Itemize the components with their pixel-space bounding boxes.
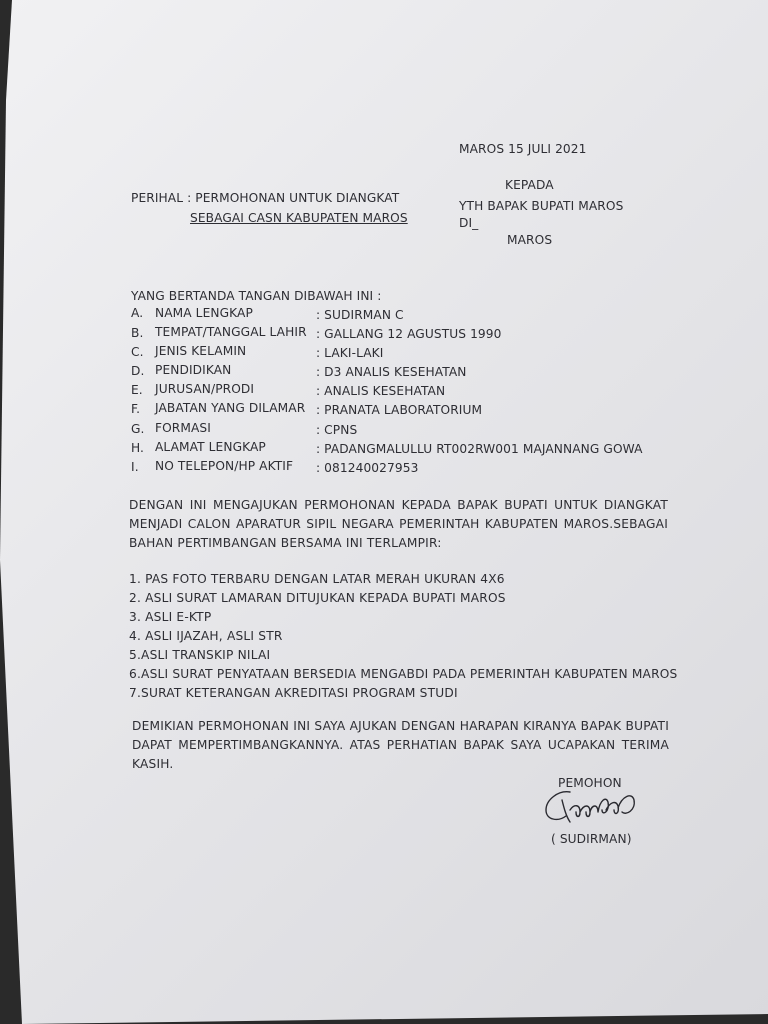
field-value: : LAKI-LAKI (316, 346, 384, 360)
intro-text: YANG BERTANDA TANGAN DIBAWAH INI : (131, 289, 382, 303)
recipient-kepada: KEPADA (505, 178, 554, 192)
attachment-item: 3. ASLI E-KTP (129, 610, 212, 624)
field-value: : SUDIRMAN C (316, 308, 404, 322)
field-label: PENDIDIKAN (155, 363, 232, 377)
field-label: JURUSAN/PRODI (155, 382, 255, 396)
field-value: : CPNS (316, 423, 358, 437)
field-letter: I. (131, 460, 139, 474)
field-letter: A. (131, 306, 144, 320)
letter-date: MAROS 15 JULI 2021 (459, 142, 587, 156)
body-line: DENGAN INI MENGAJUKAN PERMOHONAN KEPADA BAPAK BUPATI UNTUK DIANGKAT (129, 498, 668, 512)
attachment-item: 6.ASLI SURAT PENYATAAN BERSEDIA MENGABDI PADA PEMERINTAH KABUPATEN MAROS (129, 667, 678, 681)
body-paragraph (129, 498, 668, 555)
attachment-list (129, 572, 678, 705)
field-label: JENIS KELAMIN (155, 344, 247, 358)
signature-label: PEMOHON (558, 776, 622, 790)
field-label: NAMA LENGKAP (155, 306, 253, 320)
field-value: : GALLANG 12 AGUSTUS 1990 (316, 327, 502, 341)
field-value: : ANALIS KESEHATAN (316, 384, 446, 398)
attachment-item: 7.SURAT KETERANGAN AKREDITASI PROGRAM STUDI (129, 686, 458, 700)
closing-line: DAPAT MEMPERTIMBANGKANNYA. ATAS PERHATIAN BAPAK SAYA UCAPAKAN TERIMA (132, 738, 669, 752)
perihal-subject: SEBAGAI CASN KABUPATEN MAROS (190, 211, 408, 225)
recipient-city: MAROS (507, 233, 553, 247)
field-value: : D3 ANALIS KESEHATAN (316, 365, 467, 379)
field-letter: D. (131, 364, 145, 378)
attachment-item: 4. ASLI IJAZAH, ASLI STR (129, 629, 283, 643)
attachment-item: 5.ASLI TRANSKIP NILAI (129, 648, 271, 662)
recipient-di: DI_ (459, 216, 479, 230)
handwritten-signature (540, 786, 645, 831)
body-line: MENJADI CALON APARATUR SIPIL NEGARA PEMERINTAH KABUPATEN MAROS.SEBAGAI (129, 517, 668, 531)
closing-line: DEMIKIAN PERMOHONAN INI SAYA AJUKAN DENGAN HARAPAN KIRANYA BAPAK BUPATI (132, 719, 669, 733)
field-label: NO TELEPON/HP AKTIF (155, 459, 294, 473)
field-letter: G. (131, 422, 145, 436)
field-label: ALAMAT LENGKAP (155, 440, 266, 454)
field-letter: E. (131, 383, 143, 397)
field-label: TEMPAT/TANGGAL LAHIR (155, 325, 307, 339)
field-label: JABATAN YANG DILAMAR (155, 401, 306, 415)
field-value: : PADANGMALULLU RT002RW001 MAJANNANG GOWA (316, 442, 643, 456)
field-label: FORMASI (155, 421, 211, 435)
closing-line: KASIH. (132, 757, 174, 771)
field-letter: H. (131, 441, 145, 455)
field-letter: C. (131, 345, 144, 359)
recipient-yth: YTH BAPAK BUPATI MAROS (459, 199, 624, 213)
attachment-item: 1. PAS FOTO TERBARU DENGAN LATAR MERAH UKURAN 4X6 (129, 572, 505, 586)
field-value: : 081240027953 (316, 461, 419, 475)
closing-paragraph (132, 719, 669, 776)
perihal-label: PERIHAL : PERMOHONAN UNTUK DIANGKAT (131, 191, 400, 205)
field-value: : PRANATA LABORATORIUM (316, 403, 483, 417)
signatory-name: ( SUDIRMAN) (551, 832, 632, 846)
attachment-item: 2. ASLI SURAT LAMARAN DITUJUKAN KEPADA BUPATI MAROS (129, 591, 506, 605)
field-letter: B. (131, 326, 144, 340)
body-line: BAHAN PERTIMBANGAN BERSAMA INI TERLAMPIR: (129, 536, 442, 550)
field-letter: F. (131, 402, 141, 416)
